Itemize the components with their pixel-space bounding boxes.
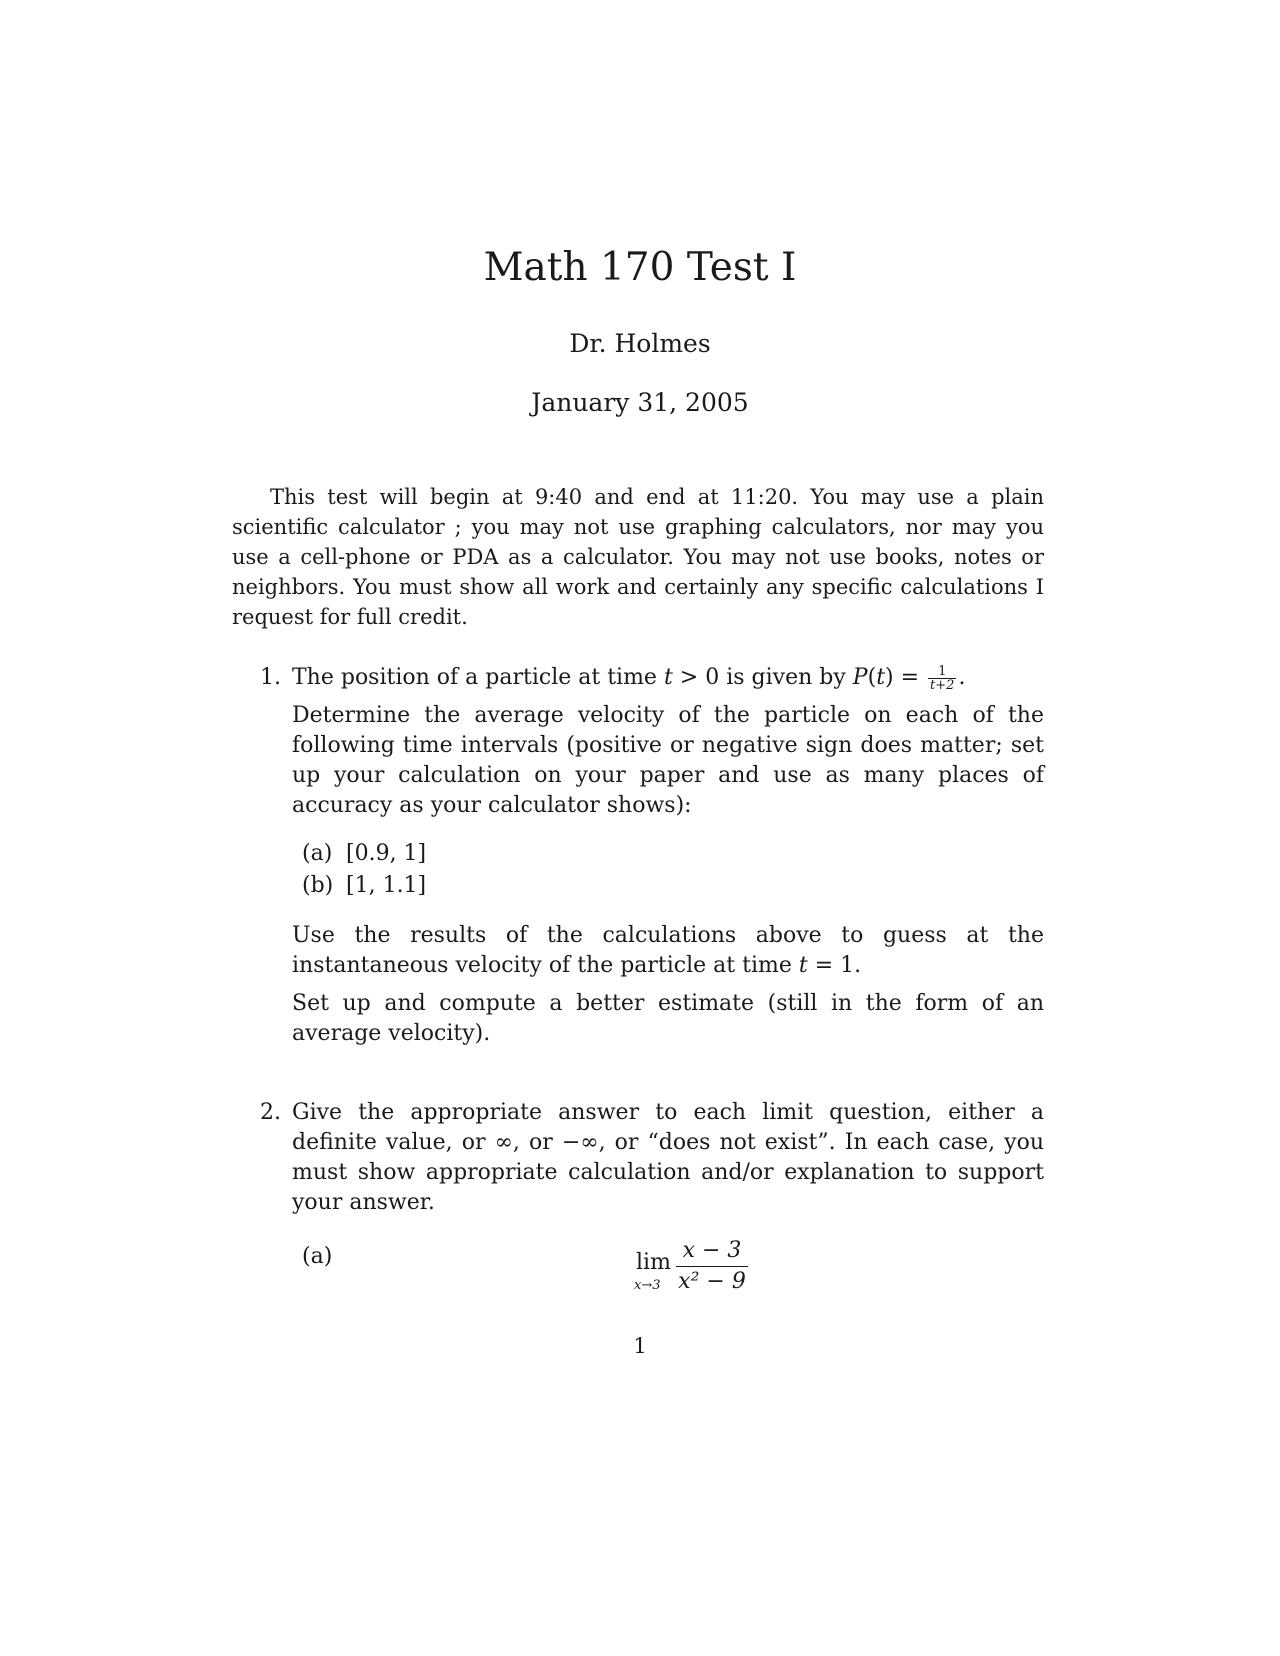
condition-variable: t [663, 665, 673, 690]
interval-item [302, 871, 1044, 903]
guess-rest: = 1. [807, 953, 862, 978]
function-variable: t [876, 665, 886, 690]
limit-numerator: x − 3 [682, 1238, 742, 1263]
condition-rest: > 0 is given by [672, 665, 853, 690]
function-equals: = [893, 665, 927, 690]
position-fraction [928, 665, 956, 692]
statement-period: . [958, 665, 966, 690]
limit-word: lim [636, 1250, 671, 1275]
page-number: 1 [633, 1334, 647, 1358]
exam-date: January 31, 2005 [531, 388, 749, 417]
problem-2-number: 2. [260, 1100, 281, 1125]
interval-list [302, 839, 1044, 903]
fraction-denominator: t+2 [930, 677, 955, 693]
fraction-numerator: 1 [928, 665, 956, 679]
problem-1 [260, 663, 1044, 1049]
limit-subscript: x→3 [634, 1278, 661, 1293]
problem-2-statement: Give the appropriate answer to each limit question, either a definite value, or ∞, or −∞, or “does not exist”. In each case, you must show appropriate calculation and/or explanation to support your answer. [292, 1100, 1044, 1215]
interval-item [302, 839, 1044, 871]
limit-fraction [676, 1238, 748, 1295]
problem-1-lead: The position of a particle at time [292, 665, 657, 690]
guess-variable: t [798, 953, 808, 978]
problem-1-instructions: Determine the average velocity of the particle on each of the following time intervals (positive or negative sign does matter; set up your calculation on your paper and use as many places of accuracy as your calculator shows): [292, 703, 1044, 818]
limit-expression [636, 1238, 786, 1298]
interval-value: [1, 1.1] [346, 873, 427, 898]
guess-paragraph [292, 921, 1044, 981]
page-title: Math 170 Test I [483, 245, 797, 290]
guess-text: Use the results of the calculations above to guess at the instantaneous velocity of the particle at time [292, 923, 1044, 978]
limit-denominator: x² − 9 [678, 1269, 746, 1294]
part-a-label: (a) [302, 1244, 333, 1269]
interval-value: [0.9, 1] [346, 841, 427, 866]
instructions-paragraph: This test will begin at 9:40 and end at 11:20. You may use a plain scientific calculator ; you may not use graphing calculators, nor may you use a cell-phone or PDA as a calculator. You may not use books, notes or neighbors. You must show all work and certainly any specific calculations I request for full credit. [232, 485, 1044, 629]
interval-label: (b) [302, 873, 334, 898]
better-estimate-paragraph: Set up and compute a better estimate (still in the form of an average velocity). [292, 991, 1044, 1046]
author-name: Dr. Holmes [569, 329, 711, 358]
problem-1-statement: The position of a particle at time t > 0 is given by P(t) = $\frac{1}{t+2}$ . [292, 663, 966, 693]
problem-1-number: 1. [260, 665, 281, 690]
interval-label: (a) [302, 841, 333, 866]
function-name: P [852, 665, 868, 690]
fraction-bar [676, 1266, 748, 1267]
problem-1-body [292, 663, 1044, 1049]
